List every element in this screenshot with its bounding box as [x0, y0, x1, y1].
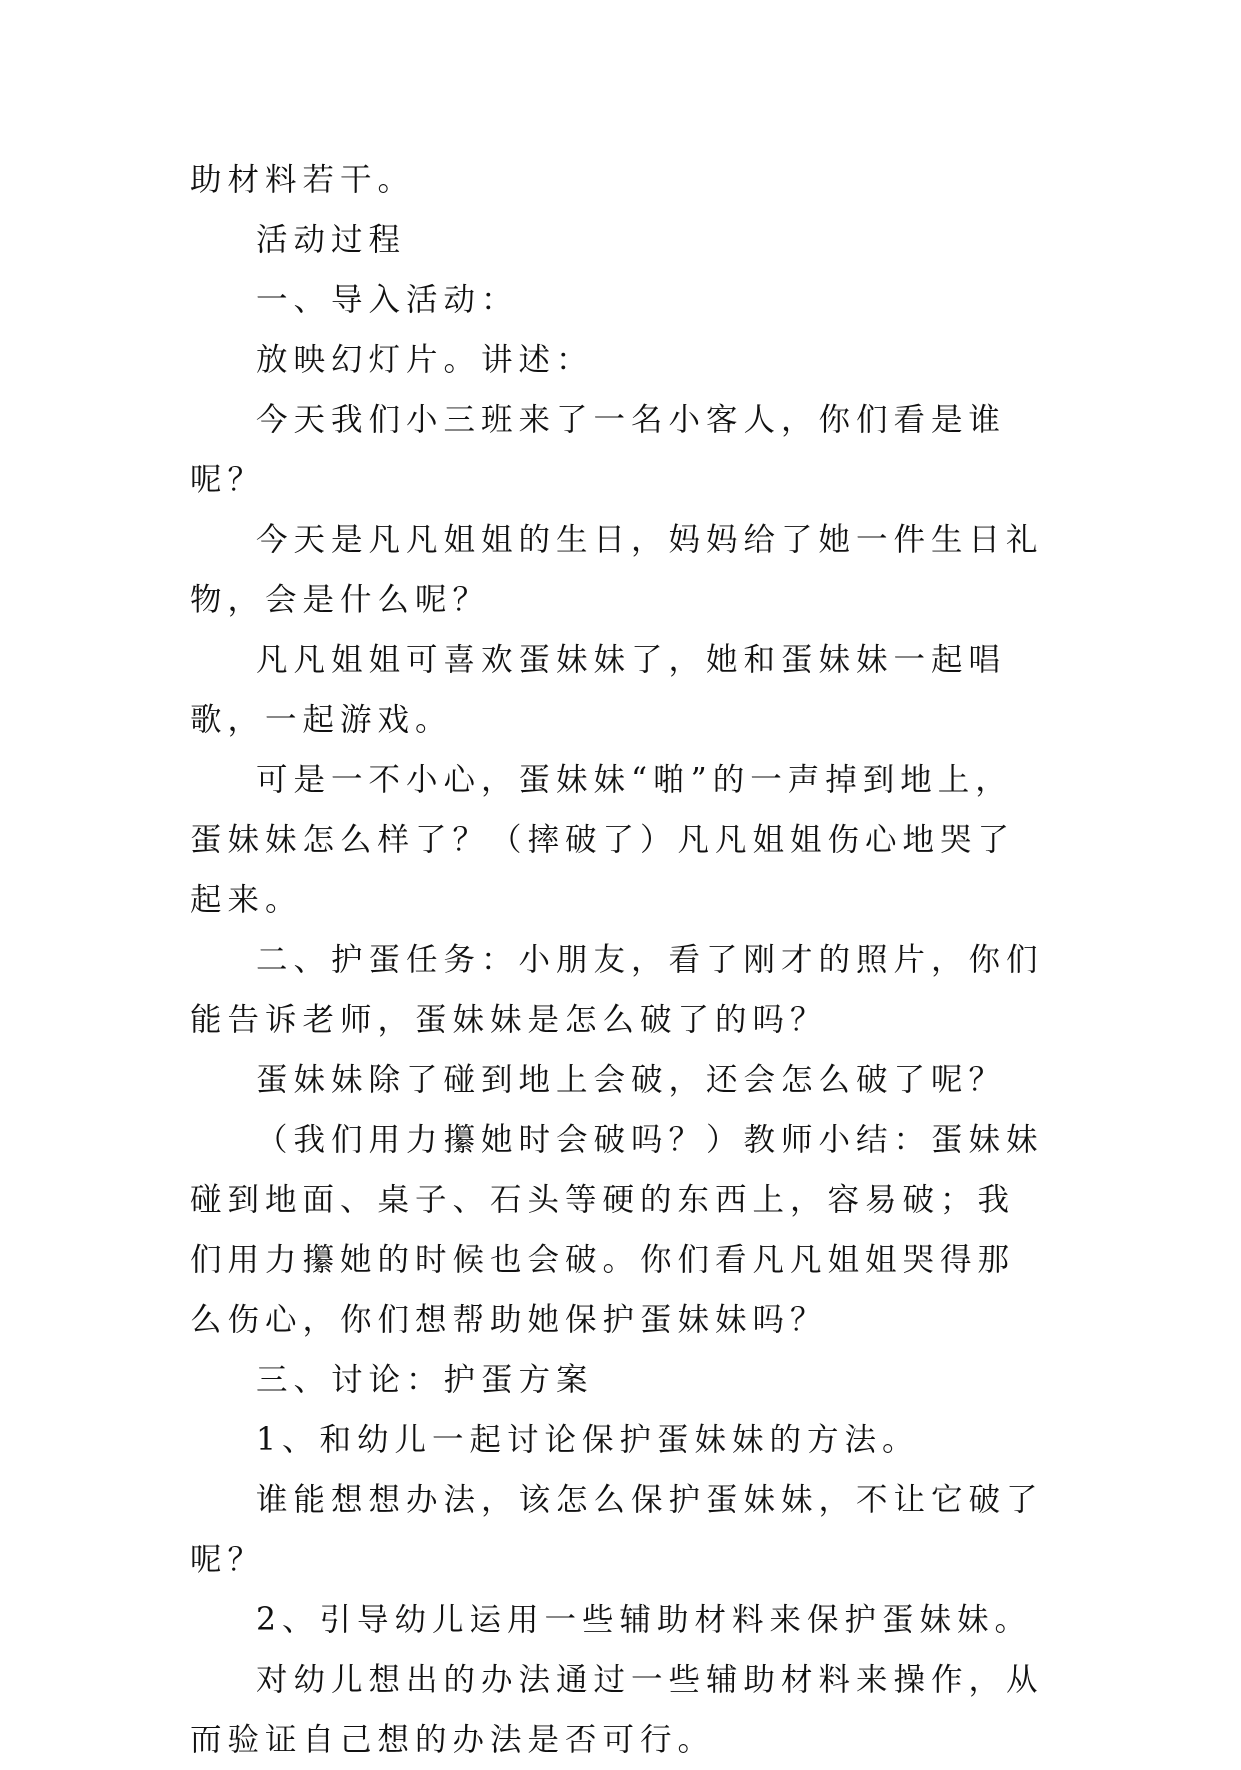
list-item: 2、引导幼儿运用一些辅助材料来保护蛋妹妹。	[256, 1602, 1033, 1638]
paragraph: 对幼儿想出的办法通过一些辅助材料来操作，从而验证自己想的办法是否可行。	[190, 1662, 1044, 1758]
paragraph: 可是一不小心，蛋妹妹“啪”的一声掉到地上，蛋妹妹怎么样了？（摔破了）凡凡姐姐伤心地哭了起来。	[190, 762, 1016, 918]
paragraph: 今天是凡凡姐姐的生日，妈妈给了她一件生日礼物，会是什么呢？	[190, 522, 1044, 618]
document-body	[190, 150, 1050, 1770]
step-heading-intro: 一、导入活动：	[256, 282, 519, 318]
paragraph: 今天我们小三班来了一名小客人，你们看是谁呢？	[190, 402, 1007, 498]
paragraph: 放映幻灯片。讲述：	[256, 342, 594, 378]
step-heading-discussion: 三、讨论：护蛋方案	[256, 1362, 594, 1398]
paragraph: 蛋妹妹除了碰到地上会破，还会怎么破了呢？	[256, 1062, 1007, 1098]
paragraph: （我们用力攥她时会破吗？）教师小结：蛋妹妹碰到地面、桌子、石头等硬的东西上，容易破；我们用力攥她的时候也会破。你们看凡凡姐姐哭得那么伤心，你们想帮助她保护蛋妹妹吗？	[190, 1122, 1044, 1338]
section-heading-activity-process: 活动过程	[256, 222, 407, 258]
paragraph-continued: 助材料若干。	[190, 162, 416, 198]
paragraph: 凡凡姐姐可喜欢蛋妹妹了，她和蛋妹妹一起唱歌，一起游戏。	[190, 642, 1007, 738]
step-heading-egg-task: 二、护蛋任务：小朋友，看了刚才的照片，你们能告诉老师，蛋妹妹是怎么破了的吗？	[190, 942, 1044, 1038]
list-item: 1、和幼儿一起讨论保护蛋妹妹的方法。	[256, 1422, 920, 1458]
paragraph: 谁能想想办法，该怎么保护蛋妹妹，不让它破了呢？	[190, 1482, 1044, 1578]
